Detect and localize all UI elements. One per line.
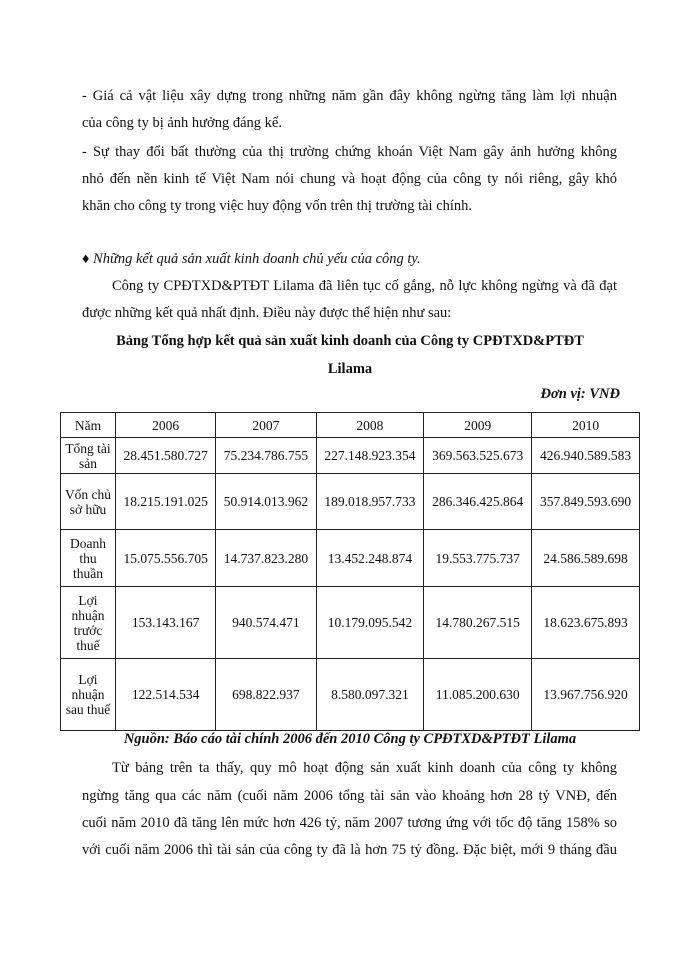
table-cell: 11.085.200.630	[424, 659, 532, 731]
table-cell: 698.822.937	[216, 659, 316, 731]
section-heading: ♦ Những kết quả sản xuất kinh doanh chủ yếu của công ty.	[82, 251, 421, 267]
header-2007: 2007	[216, 413, 316, 438]
header-year-label: Năm	[61, 413, 116, 438]
table-cell: 153.143.167	[116, 587, 216, 659]
table-cell: 13.967.756.920	[532, 659, 640, 731]
table-cell: 227.148.923.354	[316, 438, 424, 474]
table-row	[61, 474, 640, 530]
bullet-2-line-3: khăn cho công ty trong việc huy động vốn trên thị trường tài chính.	[82, 198, 473, 214]
table-cell: 940.574.471	[216, 587, 316, 659]
bullet-2-line-1: - Sự thay đổi bất thường của thị trường chứng khoán Việt Nam gây ảnh hưởng không	[82, 144, 617, 160]
table-cell: 8.580.097.321	[316, 659, 424, 731]
intro-line-2: được những kết quả nhất định. Điều này được thể hiện như sau:	[82, 305, 452, 321]
table-cell: 122.514.534	[116, 659, 216, 731]
intro-line-1: Công ty CPĐTXD&PTĐT Lilama đã liên tục cố gắng, nỗ lực không ngừng và đã đạt	[112, 278, 617, 294]
table-header-row	[61, 413, 640, 438]
table-cell: 14.737.823.280	[216, 530, 316, 587]
header-2008: 2008	[316, 413, 424, 438]
table-cell: 14.780.267.515	[424, 587, 532, 659]
table-cell: 18.623.675.893	[532, 587, 640, 659]
header-2009: 2009	[424, 413, 532, 438]
table-cell: 24.586.589.698	[532, 530, 640, 587]
table-row	[61, 659, 640, 731]
table-cell: 13.452.248.874	[316, 530, 424, 587]
bullet-1-line-2: của công ty bị ảnh hưởng đáng kể.	[82, 115, 282, 131]
bullet-2-line-2: nhỏ đến nền kinh tế Việt Nam nói chung và hoạt động của công ty nói riêng, gây khó	[82, 171, 617, 187]
row-label-net-revenue: Doanh thu thuần	[61, 530, 116, 587]
table-cell: 10.179.095.542	[316, 587, 424, 659]
table-cell: 19.553.775.737	[424, 530, 532, 587]
analysis-line-4: với cuối năm 2006 thì tài sản của công ty đã là hơn 75 tỷ đồng. Đặc biệt, mới 9 tháng đầu	[82, 842, 617, 858]
table-cell: 15.075.556.705	[116, 530, 216, 587]
table-cell: 75.234.786.755	[216, 438, 316, 474]
table-row	[61, 530, 640, 587]
row-label-total-assets: Tổng tài sản	[61, 438, 116, 474]
bullet-1-line-1: - Giá cả vật liệu xây dựng trong những năm gần đây không ngừng tăng làm lợi nhuận	[82, 88, 617, 104]
table-cell: 426.940.589.583	[532, 438, 640, 474]
analysis-line-3: cuối năm 2010 đã tăng lên mức hơn 426 tỷ, năm 2007 tương ứng với tốc độ tăng 158% so	[82, 815, 617, 831]
table-cell: 357.849.593.690	[532, 474, 640, 530]
table-cell: 50.914.013.962	[216, 474, 316, 530]
table-cell: 286.346.425.864	[424, 474, 532, 530]
table-row	[61, 587, 640, 659]
results-table	[60, 412, 640, 731]
header-2010: 2010	[532, 413, 640, 438]
table-cell: 28.451.580.727	[116, 438, 216, 474]
unit-label: Đơn vị: VNĐ	[540, 386, 620, 402]
table-cell: 18.215.191.025	[116, 474, 216, 530]
table-cell: 369.563.525.673	[424, 438, 532, 474]
table-row	[61, 438, 640, 474]
row-label-profit-after-tax: Lợi nhuận sau thuế	[61, 659, 116, 731]
row-label-equity: Vốn chủ sở hữu	[61, 474, 116, 530]
header-2006: 2006	[116, 413, 216, 438]
table-source: Nguồn: Báo cáo tài chính 2006 đến 2010 Công ty CPĐTXD&PTĐT Lilama	[123, 731, 577, 747]
row-label-profit-before-tax: Lợi nhuận trước thuế	[61, 587, 116, 659]
analysis-line-1: Từ bảng trên ta thấy, quy mô hoạt động sản xuất kinh doanh của công ty không	[112, 760, 617, 776]
table-title-line-1: Bảng Tổng hợp kết quả sản xuất kinh doanh của Công ty CPĐTXD&PTĐT	[116, 333, 584, 349]
table-title-line-2: Lilama	[327, 361, 373, 377]
analysis-line-2: ngừng tăng qua các năm (cuối năm 2006 tổng tài sản vào khoảng hơn 28 tỷ VNĐ, đến	[82, 788, 617, 804]
table-cell: 189.018.957.733	[316, 474, 424, 530]
